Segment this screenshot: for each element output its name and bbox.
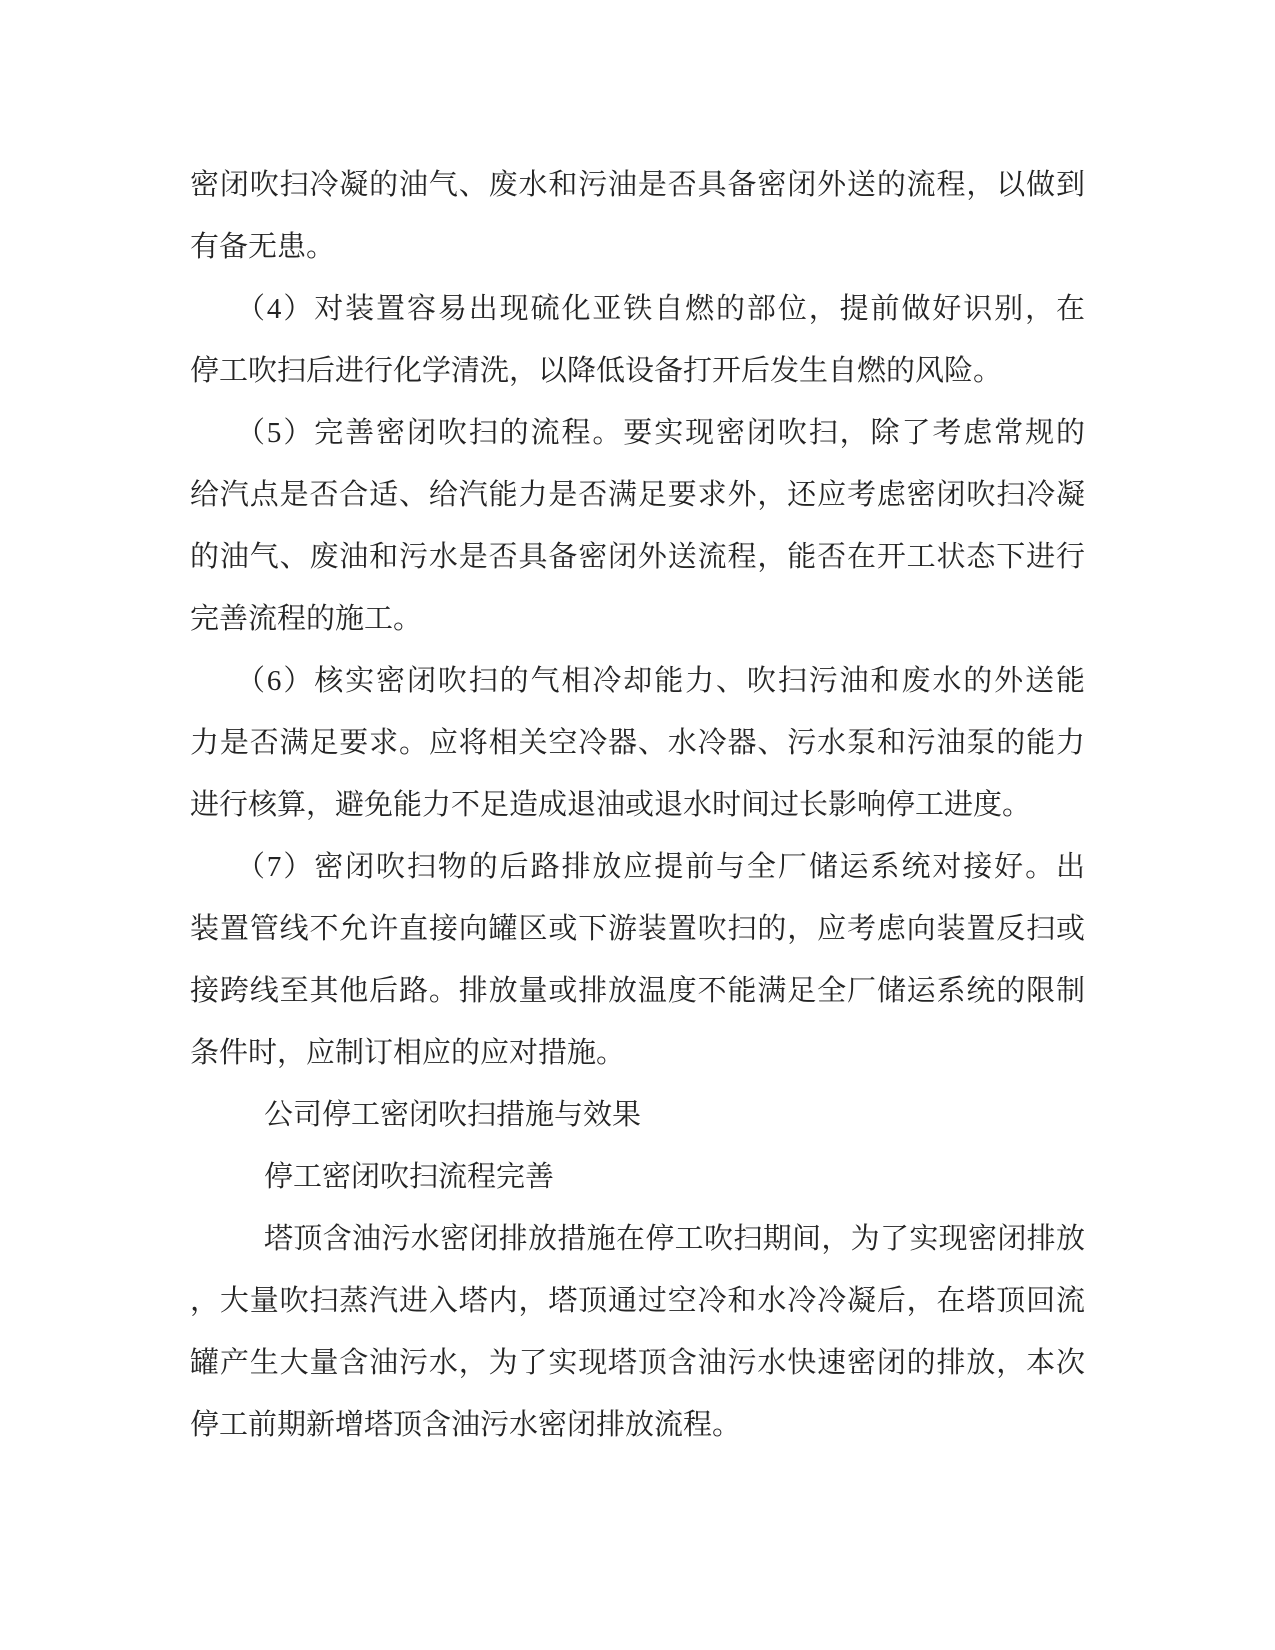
text-line-15: 条件时，应制订相应的应对措施。	[190, 1037, 626, 1069]
text-line-4: 停工吹扫后进行化学清洗，以降低设备打开后发生自燃的风险。	[190, 355, 1003, 387]
text-line-12: （7）密闭吹扫物的后路排放应提前与全厂储运系统对接好。出	[236, 851, 1085, 883]
text-line-3: （4）对装置容易出现硫化亚铁自燃的部位，提前做好识别，在	[236, 293, 1085, 325]
text-line-7: 的油气、废油和污水是否具备密闭外送流程，能否在开工状态下进行	[190, 541, 1085, 573]
text-line-18: 塔顶含油污水密闭排放措施在停工吹扫期间，为了实现密闭排放	[264, 1223, 1085, 1255]
text-line-20: 罐产生大量含油污水，为了实现塔顶含油污水快速密闭的排放，本次	[190, 1347, 1085, 1379]
text-line-10: 力是否满足要求。应将相关空冷器、水冷器、污水泵和污油泵的能力	[190, 727, 1085, 759]
text-line-6: 给汽点是否合适、给汽能力是否满足要求外，还应考虑密闭吹扫冷凝	[190, 479, 1085, 511]
text-line-8: 完善流程的施工。	[190, 603, 423, 635]
text-line-21: 停工前期新增塔顶含油污水密闭排放流程。	[190, 1409, 742, 1441]
text-line-19: ，大量吹扫蒸汽进入塔内，塔顶通过空冷和水冷冷凝后，在塔顶回流	[190, 1285, 1085, 1317]
text-line-2: 有备无患。	[190, 231, 336, 263]
document-body	[190, 154, 1085, 1456]
text-line-14: 接跨线至其他后路。排放量或排放温度不能满足全厂储运系统的限制	[190, 975, 1085, 1007]
section-title-measures: 公司停工密闭吹扫措施与效果	[264, 1099, 642, 1131]
text-line-5: （5）完善密闭吹扫的流程。要实现密闭吹扫，除了考虑常规的	[236, 417, 1085, 449]
text-line-11: 进行核算，避免能力不足造成退油或退水时间过长影响停工进度。	[190, 789, 1032, 821]
section-title-process: 停工密闭吹扫流程完善	[264, 1161, 555, 1193]
text-line-13: 装置管线不允许直接向罐区或下游装置吹扫的，应考虑向装置反扫或	[190, 913, 1085, 945]
text-line-9: （6）核实密闭吹扫的气相冷却能力、吹扫污油和废水的外送能	[236, 665, 1085, 697]
text-line-1: 密闭吹扫冷凝的油气、废水和污油是否具备密闭外送的流程，以做到	[190, 169, 1085, 201]
